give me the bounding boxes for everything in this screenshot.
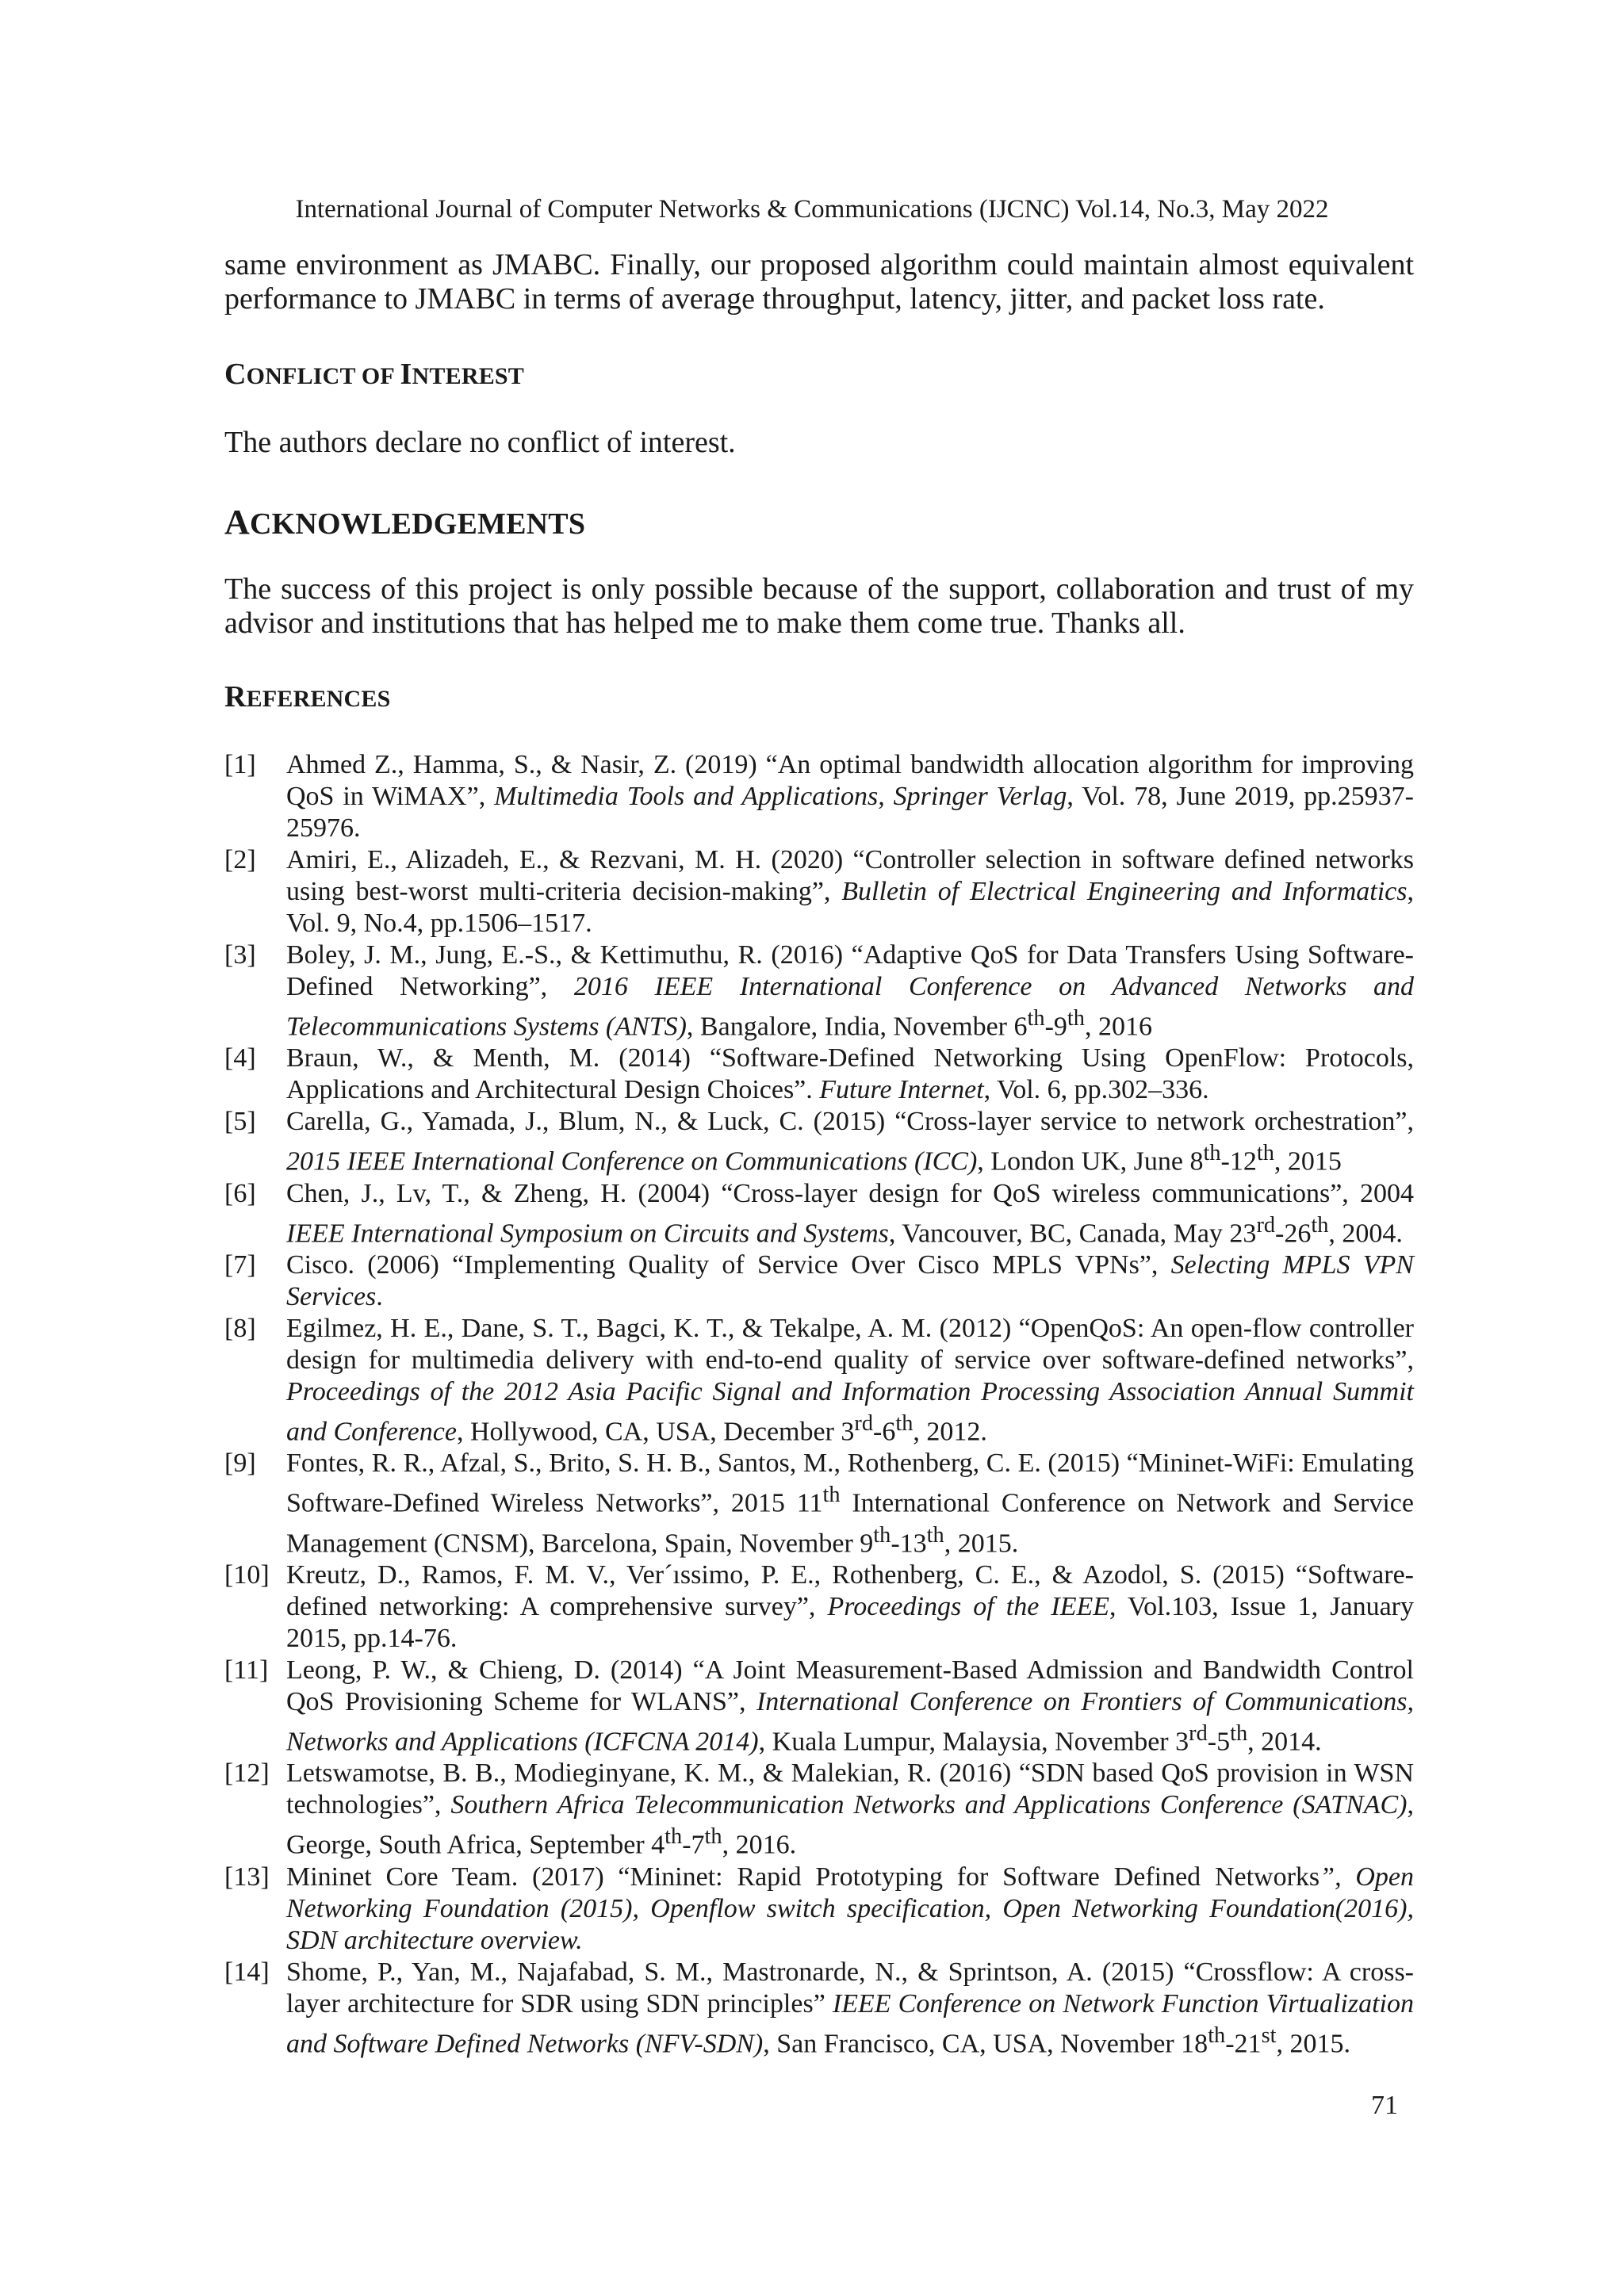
reference-plain-text: Cisco. (2006) “Implementing Quality of Service Over Cisco MPLS VPNs”, (286, 1249, 1171, 1280)
conflict-heading-cap2: I (400, 358, 412, 391)
reference-superscript: th (822, 1483, 841, 1508)
reference-superscript: th (704, 1824, 722, 1850)
reference-plain-text: -9 (1044, 1012, 1067, 1042)
references-heading (224, 679, 391, 714)
conflict-text: The authors declare no conflict of interest. (224, 426, 736, 459)
reference-plain-text: , 2015. (944, 1528, 1019, 1558)
reference-plain-text: , Vol. 6, pp.302–336. (983, 1075, 1209, 1105)
reference-plain-text: Braun, W., & Menth, M. (2014) “Software-Defined Networking Using OpenFlow: Protocols, Applications and Architectural Design Choices”. (286, 1043, 1414, 1105)
reference-italic-text: Future Internet (819, 1075, 984, 1105)
reference-number: [3] (224, 940, 256, 970)
reference-superscript: st (1261, 2022, 1277, 2048)
reference-italic-text: 2015 IEEE International Conference on Communications (ICC) (286, 1146, 978, 1177)
reference-italic-text: Selecting MPLS VPN Services (286, 1249, 1414, 1311)
reference-italic-text: Bulletin of Electrical Engineering and Informatics (841, 877, 1408, 906)
reference-number: [2] (224, 845, 256, 874)
reference-plain-text: Shome, P., Yan, M., Najafabad, S. M., Mastronarde, N., & Sprintson, A. (2015) “Crossflow: A cross-layer architecture for SDR using SDN principles” (286, 1957, 1414, 2019)
reference-plain-text: . (376, 1281, 383, 1311)
reference-plain-text: -7 (682, 1830, 705, 1860)
ref-heading-rest: EFERENCES (246, 686, 391, 712)
reference-italic-text: ”, Open Networking Foundation (2015), Openflow switch specification, Open Networking Foundation(2016), SDN architecture overview. (286, 1862, 1414, 1955)
reference-text (286, 1957, 1414, 2060)
reference-plain-text: , Kuala Lumpur, Malaysia, November 3 (758, 1727, 1189, 1757)
reference-number: [11] (224, 1655, 269, 1685)
reference-number: [9] (224, 1448, 256, 1479)
reference-plain-text: Carella, G., Yamada, J., Blum, N., & Luck, C. (2015) “Cross-layer service to network orchestration”, (286, 1107, 1414, 1137)
page-number: 71 (1371, 2091, 1398, 2120)
reference-superscript: th (1256, 1141, 1274, 1166)
reference-superscript: rd (854, 1410, 874, 1436)
reference-plain-text: International Conference on Network and Service Management (CNSM), Barcelona, Spain, November 9 (286, 1488, 1414, 1558)
reference-text (286, 1313, 1414, 1448)
references-list (224, 749, 1414, 2060)
reference-superscript: th (895, 1410, 914, 1436)
reference-plain-text: , 2016. (722, 1830, 797, 1860)
reference-item (224, 939, 1414, 1043)
reference-plain-text: Boley, J. M., Jung, E.-S., & Kettimuthu, R. (2016) “Adaptive QoS for Data Transfers Using Software-Defined Networking”, (286, 940, 1414, 1001)
reference-text (286, 844, 1414, 939)
reference-plain-text: Kreutz, D., Ramos, F. M. V., Ver´ıssimo, P. E., Rothenberg, C. E., & Azodol, S. (2015) “Software-defined networking: A comprehensive survey”, (286, 1559, 1414, 1621)
reference-number: [12] (224, 1758, 270, 1789)
reference-plain-text: Egilmez, H. E., Dane, S. T., Bagci, K. T., & Tekalpe, A. M. (2012) “OpenQoS: An open-flow controller design for multimedia delivery with end-to-end quality of service over software-defined networks”, (286, 1313, 1414, 1375)
reference-item (224, 1249, 1414, 1313)
reference-text (286, 1758, 1414, 1861)
reference-plain-text: , Vol. 78, June 2019, pp.25937-25976. (286, 782, 1415, 843)
reference-plain-text: Amiri, E., Alizadeh, E., & Rezvani, M. H. (2020) “Controller selection in software defined networks using best-worst multi-criteria decision-making”, (286, 845, 1414, 906)
reference-number: [5] (224, 1107, 256, 1137)
conflict-heading-cap1: C (224, 358, 247, 391)
reference-text (286, 1559, 1414, 1655)
reference-number: [13] (224, 1862, 270, 1892)
reference-plain-text: Leong, P. W., & Chieng, D. (2014) “A Joint Measurement-Based Admission and Bandwidth Control QoS Provisioning Scheme for WLANS”, (286, 1655, 1414, 1716)
reference-text (286, 1448, 1414, 1559)
reference-item (224, 1043, 1414, 1106)
reference-plain-text: , Vol. 9, No.4, pp.1506–1517. (286, 877, 1414, 938)
reference-item (224, 1106, 1414, 1177)
reference-plain-text: -12 (1220, 1146, 1257, 1177)
reference-superscript: th (1208, 2022, 1226, 2048)
reference-plain-text: , George, South Africa, September 4 (286, 1790, 1414, 1860)
ref-heading-cap: R (224, 680, 247, 714)
reference-superscript: th (665, 1824, 683, 1850)
reference-plain-text: , 2015. (1276, 2028, 1350, 2058)
reference-text (286, 1106, 1414, 1177)
ack-heading-cap: A (224, 503, 250, 541)
reference-plain-text: -26 (1275, 1218, 1312, 1248)
reference-item (224, 1655, 1414, 1758)
reference-plain-text: , Hollywood, CA, USA, December 3 (456, 1417, 855, 1447)
reference-superscript: th (1203, 1141, 1221, 1166)
reference-plain-text: , 2004. (1328, 1218, 1403, 1248)
reference-item (224, 844, 1414, 939)
reference-italic-text: Proceedings of the 2012 Asia Pacific Signal and Information Processing Association Annual Summit and Conference (286, 1376, 1414, 1447)
reference-text (286, 939, 1414, 1043)
acknowledgements-heading (224, 502, 585, 542)
reference-plain-text: , 2015 (1274, 1146, 1342, 1177)
reference-plain-text: , Vol.103, Issue 1, January 2015, pp.14-76. (286, 1591, 1414, 1653)
reference-superscript: th (873, 1522, 891, 1548)
reference-plain-text: , 2014. (1247, 1727, 1322, 1757)
reference-plain-text: Letswamotse, B. B., Modieginyane, K. M., & Malekian, R. (2016) “SDN based QoS provision in WSN technologies”, (286, 1758, 1414, 1820)
reference-item (224, 1862, 1414, 1957)
reference-text (286, 749, 1414, 844)
reference-italic-text: IEEE International Symposium on Circuits and Systems (286, 1218, 889, 1248)
conflict-heading (224, 357, 524, 392)
reference-italic-text: 2016 IEEE International Conference on Advanced Networks and Telecommunications Systems (ANTS) (286, 972, 1415, 1042)
reference-italic-text: IEEE Conference on Network Function Virtualization and Software Defined Networks (NFV-SDN) (286, 1988, 1414, 2058)
reference-plain-text: , San Francisco, CA, USA, November 18 (763, 2028, 1208, 2058)
reference-number: [8] (224, 1313, 256, 1343)
reference-superscript: th (1230, 1720, 1248, 1746)
reference-superscript: rd (1256, 1212, 1276, 1238)
reference-superscript: th (926, 1522, 944, 1548)
running-head: International Journal of Computer Networks & Communications (IJCNC) Vol.14, No.3, May 2022 (295, 195, 1329, 224)
reference-text (286, 1178, 1414, 1249)
reference-item (224, 1957, 1414, 2060)
reference-plain-text: , Vancouver, BC, Canada, May 23 (888, 1218, 1257, 1248)
reference-italic-text: Proceedings of the IEEE (827, 1591, 1110, 1621)
reference-item (224, 1758, 1414, 1861)
reference-number: [7] (224, 1249, 256, 1280)
ack-heading-rest: CKNOWLEDGEMENTS (249, 507, 586, 541)
intro-paragraph: same environment as JMABC. Finally, our proposed algorithm could maintain almost equivalent performance to JMABC in terms of average throughput, latency, jitter, and packet loss rate. (224, 248, 1414, 316)
reference-superscript: th (1027, 1006, 1045, 1031)
reference-plain-text: , London UK, June 8 (977, 1146, 1204, 1177)
reference-superscript: th (1067, 1006, 1085, 1031)
reference-item (224, 1559, 1414, 1655)
reference-italic-text: Multimedia Tools and Applications, Springer Verlag (494, 782, 1067, 811)
conflict-heading-rest1: ONFLICT OF (246, 363, 400, 389)
reference-plain-text: , 2016 (1084, 1012, 1152, 1042)
reference-plain-text: -5 (1207, 1727, 1231, 1757)
reference-text (286, 1249, 1414, 1313)
reference-plain-text: -13 (891, 1528, 927, 1558)
reference-plain-text: , 2012. (913, 1417, 987, 1447)
reference-superscript: rd (1189, 1720, 1208, 1746)
reference-text (286, 1655, 1414, 1758)
reference-plain-text: Chen, J., Lv, T., & Zheng, H. (2004) “Cross-layer design for QoS wireless communications”, 2004 (286, 1178, 1414, 1208)
reference-italic-text: Southern Africa Telecommunication Networks and Applications Conference (SATNAC) (450, 1790, 1408, 1820)
reference-number: [4] (224, 1043, 256, 1073)
reference-plain-text: Ahmed Z., Hamma, S., & Nasir, Z. (2019) “An optimal bandwidth allocation algorithm for improving QoS in WiMAX”, (286, 750, 1414, 811)
reference-plain-text: -6 (873, 1417, 896, 1447)
reference-superscript: th (1311, 1212, 1329, 1238)
reference-number: [1] (224, 750, 256, 779)
reference-number: [14] (224, 1957, 270, 1987)
conflict-heading-rest2: NTEREST (412, 363, 525, 389)
acknowledgements-text: The success of this project is only possible because of the support, collaboration and trust of my advisor and institutions that has helped me to make them come true. Thanks all. (224, 572, 1414, 640)
reference-plain-text: -21 (1225, 2028, 1262, 2058)
reference-item (224, 1178, 1414, 1249)
reference-text (286, 1043, 1414, 1106)
reference-text (286, 1862, 1414, 1957)
reference-number: [10] (224, 1559, 270, 1590)
reference-item (224, 749, 1414, 844)
reference-item (224, 1448, 1414, 1559)
reference-plain-text: , Bangalore, India, November 6 (686, 1012, 1028, 1042)
reference-plain-text: Mininet Core Team. (2017) “Mininet: Rapid Prototyping for Software Defined Networks (286, 1862, 1320, 1892)
reference-italic-text: International Conference on Frontiers of Communications, Networks and Applications (ICFCNA 2014) (286, 1686, 1415, 1757)
reference-number: [6] (224, 1178, 256, 1208)
reference-item (224, 1313, 1414, 1448)
reference-plain-text: Fontes, R. R., Afzal, S., Brito, S. H. B., Santos, M., Rothenberg, C. E. (2015) “Mininet-WiFi: Emulating Software-Defined Wireless Networks”, 2015 11 (286, 1448, 1414, 1518)
